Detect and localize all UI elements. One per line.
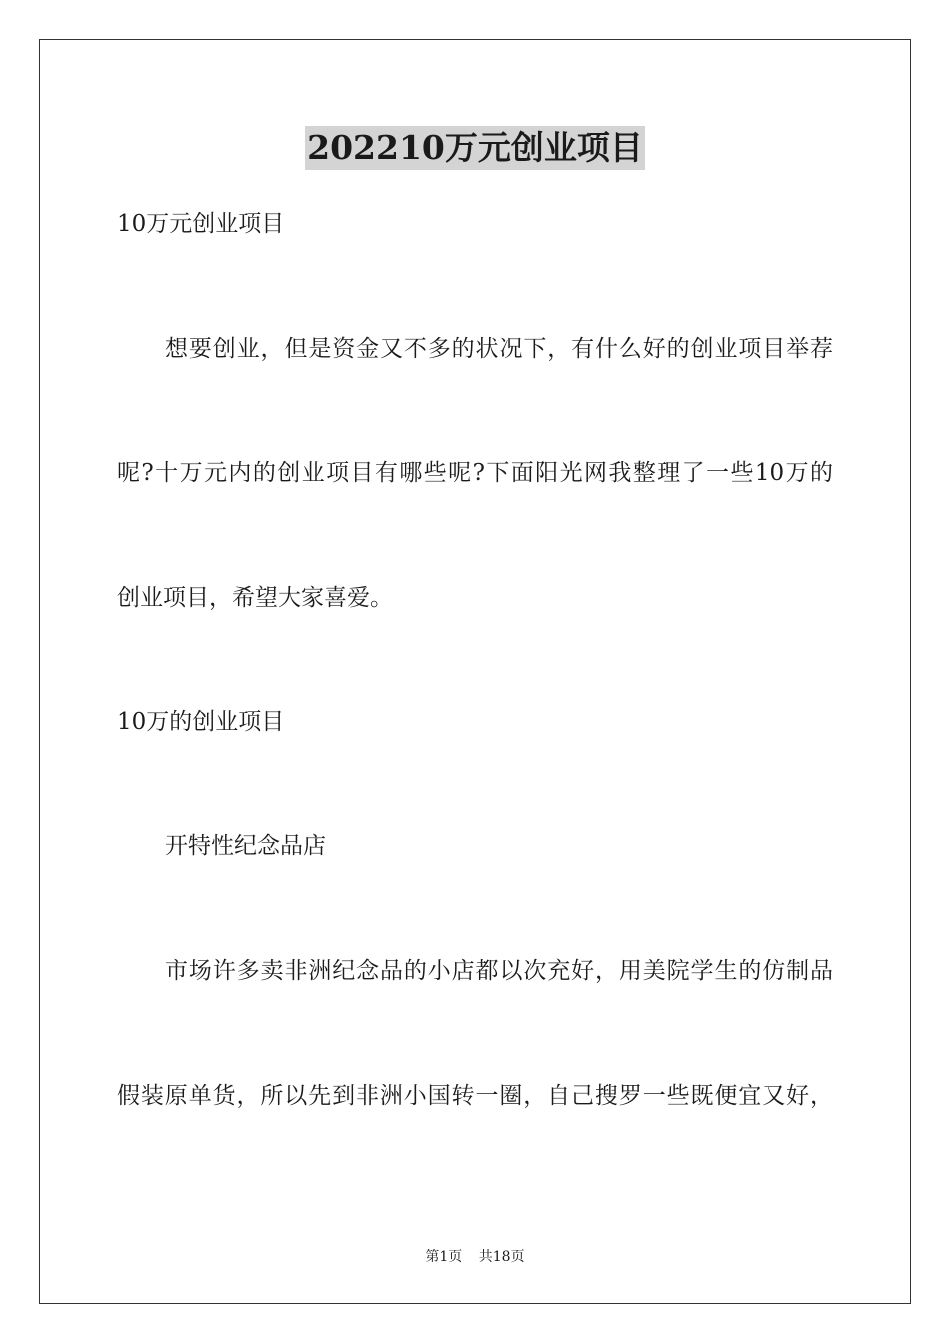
section-heading: 10万的创业项目	[117, 709, 285, 735]
section-heading: 10万元创业项目	[117, 211, 285, 237]
page-number-total: 共18页	[478, 1249, 525, 1265]
paragraph-line: 呢?十万元内的创业项目有哪些呢?下面阳光网我整理了一些10万的	[117, 460, 833, 486]
subsection-heading: 开特性纪念品店	[165, 833, 326, 859]
paragraph-line: 创业项目，希望大家喜爱。	[117, 585, 393, 611]
paragraph-line: 想要创业，但是资金又不多的状况下，有什么好的创业项目举荐	[165, 336, 833, 362]
page-footer	[0, 1247, 950, 1267]
title-container	[0, 126, 950, 170]
document-title: 202210万元创业项目	[305, 126, 645, 170]
paragraph-line: 假装原单货，所以先到非洲小国转一圈，自己搜罗一些既便宜又好，	[117, 1083, 833, 1109]
page-number-current: 第1页	[425, 1249, 463, 1265]
paragraph-line: 市场许多卖非洲纪念品的小店都以次充好，用美院学生的仿制品	[165, 958, 833, 984]
